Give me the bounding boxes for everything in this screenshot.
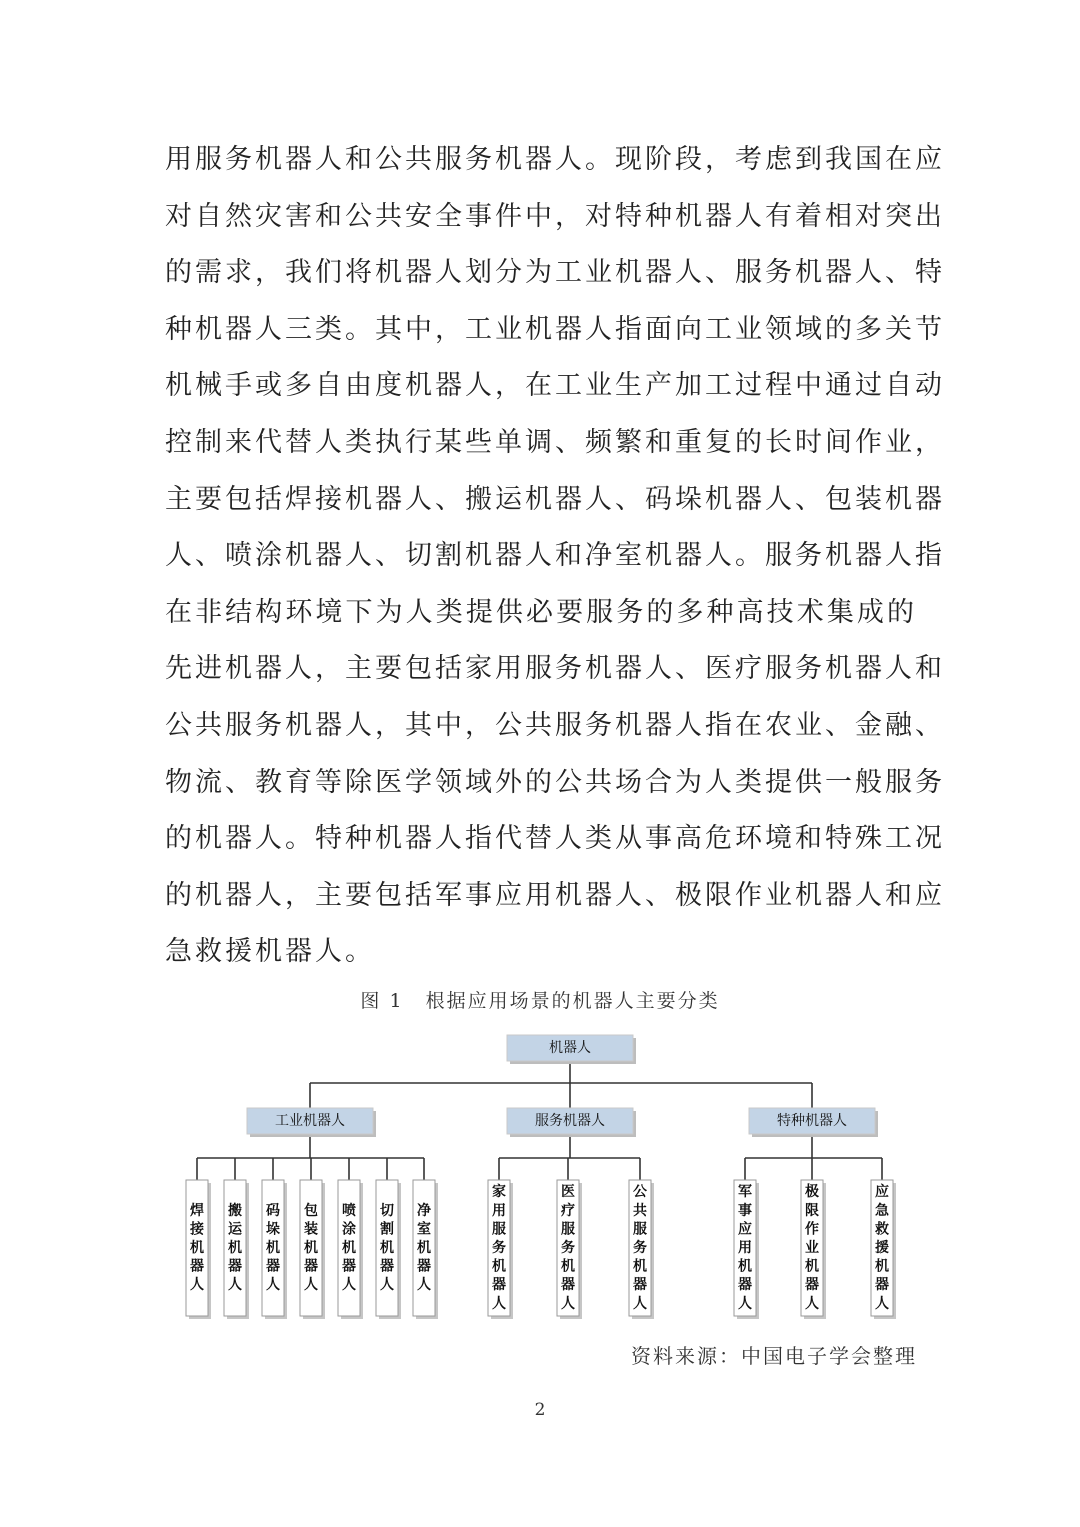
leaf-char: 援 — [875, 1240, 889, 1256]
leaf-char: 人 — [228, 1277, 242, 1294]
leaf-char: 割 — [380, 1221, 394, 1238]
leaf-node-label — [303, 1202, 318, 1293]
leaf-char: 人 — [633, 1295, 647, 1312]
leaf-char: 医 — [561, 1184, 575, 1201]
paragraph-line: 种机器人三类。其中，工业机器人指面向工业领域的多关节 — [165, 313, 945, 345]
leaf-node-label — [560, 1184, 576, 1312]
leaf-char: 码 — [266, 1202, 280, 1219]
paragraph-line: 物流、教育等除医学领域外的公共场合为人类提供一般服务 — [165, 766, 945, 798]
leaf-node-label — [379, 1203, 394, 1293]
paragraph-line: 的需求，我们将机器人划分为工业机器人、服务机器人、特 — [165, 257, 945, 289]
leaf-char: 机 — [805, 1258, 819, 1275]
paragraph-line: 控制来代替人类执行某些单调、频繁和重复的长时间作业， — [165, 426, 945, 458]
leaf-char: 应 — [738, 1221, 752, 1238]
leaf-node-label — [874, 1183, 890, 1312]
root-node-label: 机器人 — [549, 1040, 591, 1056]
leaf-char: 人 — [492, 1295, 506, 1312]
leaf-char: 军 — [738, 1184, 752, 1201]
leaf-char: 服 — [492, 1221, 506, 1238]
paragraph-line: 主要包括焊接机器人、搬运机器人、码垛机器人、包装机器 — [165, 483, 945, 515]
leaf-char: 人 — [561, 1295, 575, 1312]
leaf-char: 器 — [190, 1258, 204, 1275]
leaf-char: 机 — [738, 1258, 752, 1275]
leaf-char: 室 — [417, 1221, 431, 1238]
paragraph-line: 先进机器人，主要包括家用服务机器人、医疗服务机器人和 — [165, 653, 945, 685]
leaf-char: 人 — [342, 1277, 356, 1294]
leaf-char: 涂 — [342, 1221, 356, 1238]
figure-label: 图 1 — [360, 990, 404, 1012]
leaf-node-label — [491, 1183, 507, 1312]
paragraph-line: 的机器人。特种机器人指代替人类从事高危环境和特殊工况 — [165, 823, 945, 855]
leaf-char: 应 — [875, 1184, 889, 1201]
leaf-char: 运 — [228, 1221, 242, 1238]
leaf-char: 器 — [417, 1258, 431, 1275]
leaf-node-label — [265, 1203, 280, 1293]
leaf-char: 器 — [380, 1258, 394, 1275]
leaf-char: 人 — [190, 1277, 204, 1294]
leaf-char: 家 — [492, 1184, 506, 1201]
leaf-char: 机 — [633, 1258, 647, 1275]
leaf-char: 机 — [492, 1258, 506, 1275]
leaf-char: 极 — [805, 1184, 819, 1201]
leaf-char: 切 — [380, 1202, 394, 1219]
figure-title: 根据应用场景的机器人主要分类 — [425, 990, 720, 1012]
leaf-char: 搬 — [228, 1202, 242, 1219]
leaf-char: 喷 — [342, 1202, 356, 1219]
paragraph-line: 人、喷涂机器人、切割机器人和净室机器人。服务机器人指 — [165, 540, 945, 572]
leaf-char: 机 — [342, 1240, 356, 1256]
leaf-char: 服 — [561, 1221, 575, 1238]
leaf-node-label — [737, 1184, 752, 1312]
leaf-char: 业 — [805, 1240, 819, 1256]
leaf-char: 救 — [875, 1221, 889, 1238]
leaf-char: 务 — [561, 1240, 575, 1256]
leaf-char: 垛 — [266, 1221, 280, 1238]
leaf-char: 装 — [304, 1221, 318, 1238]
paragraph-line-last: 急救援机器人。 — [165, 936, 375, 968]
leaf-char: 包 — [304, 1202, 318, 1219]
leaf-char: 用 — [738, 1240, 752, 1256]
leaf-char: 人 — [304, 1277, 318, 1294]
leaf-char: 器 — [266, 1258, 280, 1275]
leaf-char: 器 — [492, 1277, 506, 1294]
leaf-char: 机 — [380, 1240, 394, 1256]
leaf-char: 人 — [266, 1277, 280, 1294]
leaf-char: 用 — [492, 1202, 506, 1219]
leaf-char: 机 — [266, 1240, 280, 1256]
category-node-label: 工业机器人 — [275, 1113, 345, 1129]
leaf-char: 急 — [875, 1202, 889, 1219]
leaf-char: 疗 — [561, 1202, 575, 1219]
leaf-char: 务 — [492, 1240, 506, 1256]
leaf-node-label — [804, 1183, 819, 1312]
leaf-char: 人 — [417, 1277, 431, 1294]
leaf-char: 器 — [228, 1258, 242, 1275]
leaf-char: 机 — [304, 1240, 318, 1256]
leaf-char: 公 — [633, 1184, 647, 1201]
leaf-char: 器 — [805, 1277, 819, 1294]
leaf-char: 器 — [561, 1277, 575, 1294]
leaf-char: 作 — [805, 1221, 819, 1238]
leaf-char: 器 — [342, 1258, 356, 1275]
leaf-char: 器 — [875, 1277, 889, 1294]
leaf-char: 限 — [805, 1202, 819, 1219]
leaf-char: 净 — [417, 1202, 431, 1219]
leaf-char: 共 — [633, 1202, 647, 1219]
paragraph-line: 对自然灾害和公共安全事件中，对特种机器人有着相对突出 — [165, 200, 945, 232]
leaf-char: 服 — [633, 1221, 647, 1238]
paragraph-line: 用服务机器人和公共服务机器人。现阶段，考虑到我国在应 — [165, 144, 945, 175]
category-node-label: 特种机器人 — [777, 1113, 847, 1129]
leaf-node-label — [632, 1184, 648, 1312]
leaf-char: 机 — [228, 1240, 242, 1256]
leaf-node-label — [189, 1202, 205, 1293]
leaf-char: 机 — [561, 1258, 575, 1275]
leaf-node-label — [341, 1202, 356, 1293]
page-number: 2 — [534, 1400, 546, 1420]
paragraph-line: 的机器人，主要包括军事应用机器人、极限作业机器人和应 — [165, 879, 945, 911]
leaf-char: 人 — [738, 1295, 752, 1312]
paragraph-line: 机械手或多自由度机器人，在工业生产加工过程中通过自动 — [165, 370, 945, 402]
leaf-char: 器 — [633, 1277, 647, 1294]
leaf-char: 器 — [738, 1277, 752, 1294]
paragraph-line: 在非结构环境下为人类提供必要服务的多种高技术集成的 — [165, 596, 917, 628]
leaf-char: 务 — [633, 1240, 647, 1256]
source-note: 资料来源：中国电子学会整理 — [631, 1344, 917, 1368]
leaf-char: 机 — [417, 1240, 431, 1256]
leaf-char: 焊 — [190, 1202, 204, 1219]
leaf-char: 机 — [875, 1258, 889, 1275]
leaf-char: 接 — [190, 1221, 204, 1238]
category-node-label: 服务机器人 — [535, 1113, 605, 1129]
paragraph-line: 公共服务机器人，其中，公共服务机器人指在农业、金融、 — [165, 709, 945, 741]
leaf-node-label — [416, 1202, 432, 1293]
leaf-char: 人 — [875, 1295, 889, 1312]
leaf-node-label — [227, 1202, 243, 1293]
leaf-char: 事 — [738, 1202, 752, 1219]
leaf-char: 器 — [304, 1258, 318, 1275]
leaf-char: 人 — [805, 1295, 819, 1312]
leaf-char: 机 — [190, 1240, 204, 1256]
leaf-char: 人 — [380, 1277, 394, 1294]
